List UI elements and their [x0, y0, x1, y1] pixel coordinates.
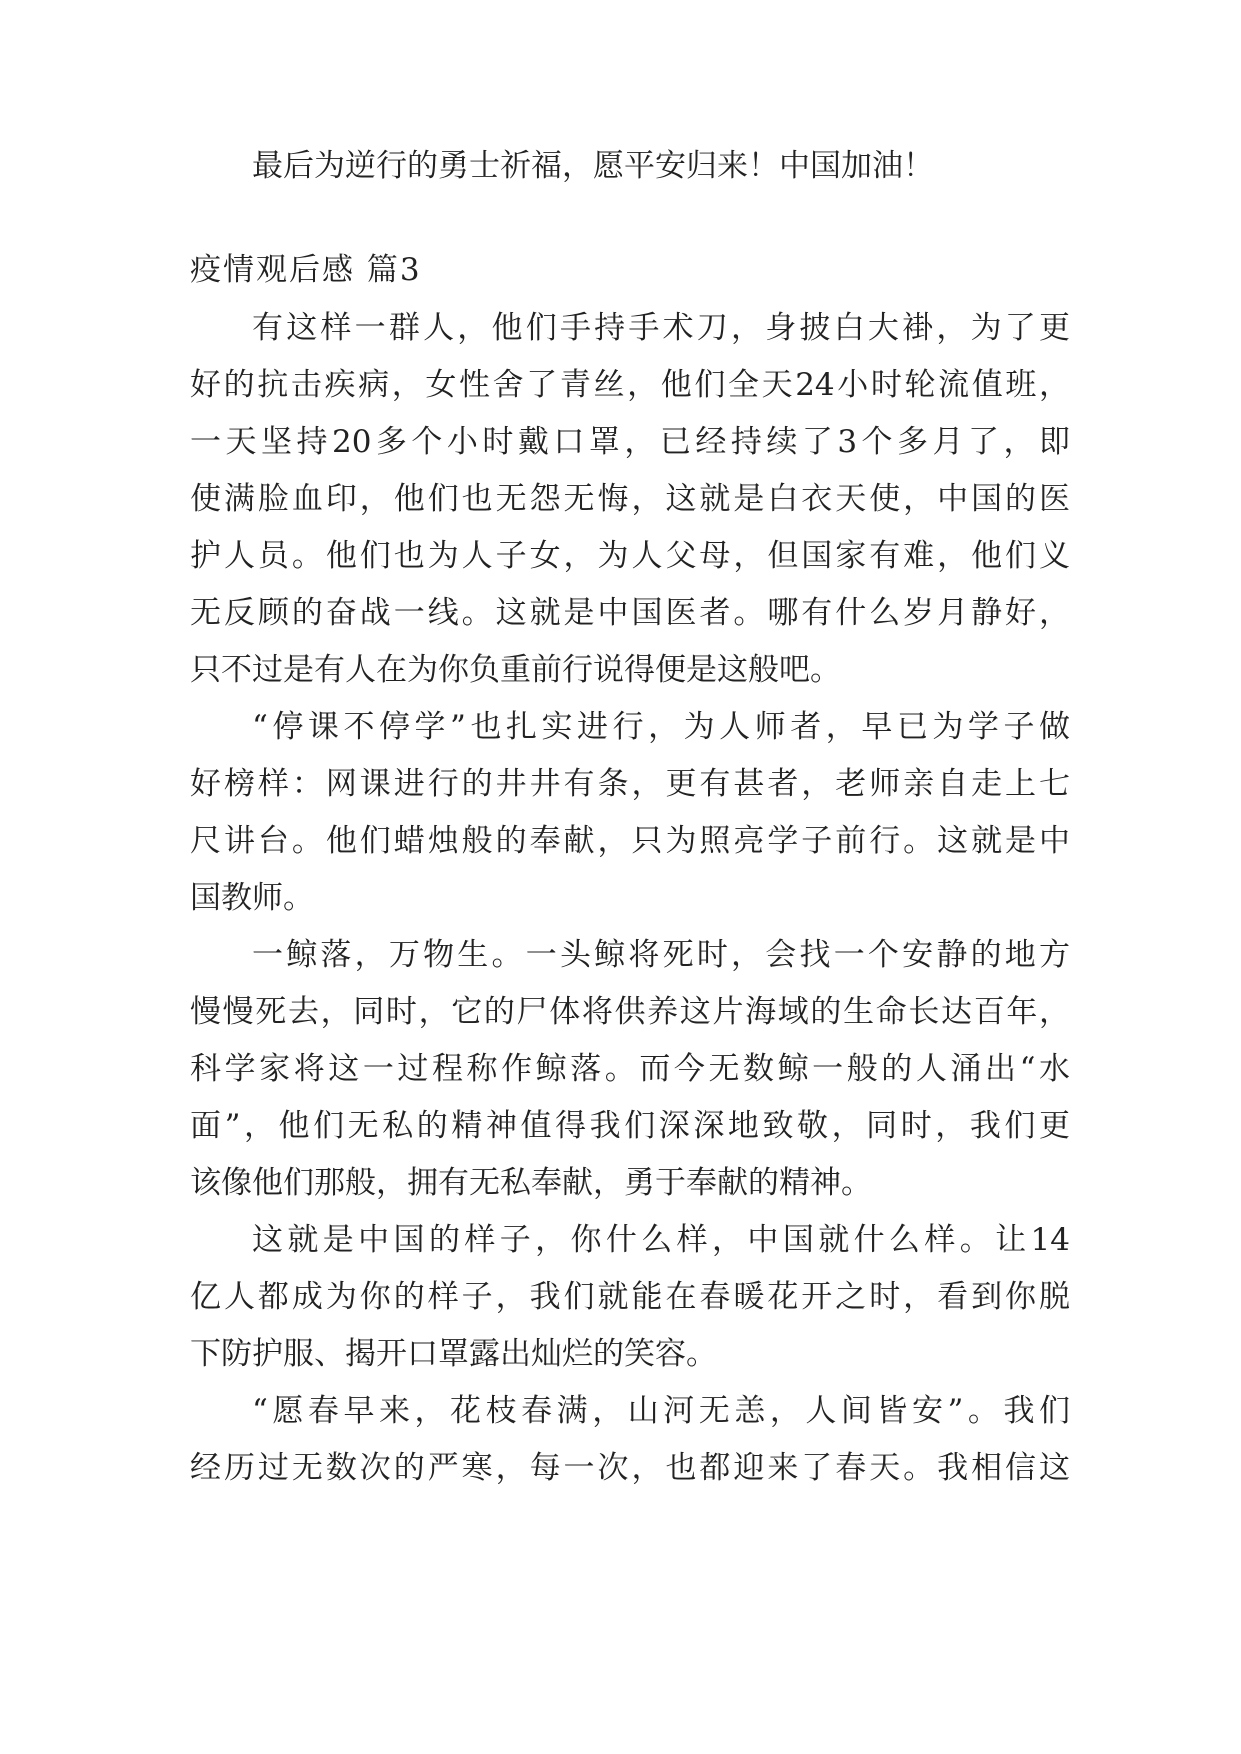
paragraph-line: 尺讲台。他们蜡烛般的奉献，只为照亮学子前行。这就是中 — [190, 823, 1070, 859]
paragraph-line: 面”，他们无私的精神值得我们深深地致敬，同时，我们更 — [190, 1108, 1070, 1144]
closing-line: 最后为逆行的勇士祈福，愿平安归来！中国加油！ — [252, 148, 934, 184]
paragraph-line: “停课不停学”也扎实进行，为人师者，早已为学子做 — [252, 709, 1070, 745]
paragraph-line: 下防护服、揭开口罩露出灿烂的笑容。 — [190, 1336, 717, 1372]
section-heading: 疫情观后感 篇3 — [190, 252, 422, 288]
paragraph-line: 只不过是有人在为你负重前行说得便是这般吧。 — [190, 652, 841, 688]
paragraph-line: 国教师。 — [190, 880, 314, 916]
paragraph-line: 好榜样：网课进行的井井有条，更有甚者，老师亲自走上七 — [190, 766, 1070, 802]
paragraph-line: 好的抗击疾病，女性舍了青丝，他们全天24小时轮流值班， — [190, 367, 1070, 403]
paragraph-line: 一天坚持20多个小时戴口罩，已经持续了3个多月了，即 — [190, 424, 1070, 460]
paragraph-line: 亿人都成为你的样子，我们就能在春暖花开之时，看到你脱 — [190, 1279, 1070, 1315]
paragraph-line: 一鲸落，万物生。一头鲸将死时，会找一个安静的地方 — [252, 937, 1070, 973]
paragraph-line: 科学家将这一过程称作鲸落。而今无数鲸一般的人涌出“水 — [190, 1051, 1070, 1087]
paragraph-line: 护人员。他们也为人子女，为人父母，但国家有难，他们义 — [190, 538, 1070, 574]
paragraph-line: 该像他们那般，拥有无私奉献，勇于奉献的精神。 — [190, 1165, 872, 1201]
paragraph-line: 无反顾的奋战一线。这就是中国医者。哪有什么岁月静好， — [190, 595, 1070, 631]
paragraph-line: “愿春早来，花枝春满，山河无恙，人间皆安”。我们 — [252, 1393, 1070, 1429]
paragraph-line: 这就是中国的样子，你什么样，中国就什么样。让14 — [252, 1222, 1070, 1258]
paragraph-line: 有这样一群人，他们手持手术刀，身披白大褂，为了更 — [252, 310, 1070, 346]
paragraph-line: 使满脸血印，他们也无怨无悔，这就是白衣天使，中国的医 — [190, 481, 1070, 517]
paragraph-line: 经历过无数次的严寒，每一次，也都迎来了春天。我相信这 — [190, 1450, 1070, 1486]
paragraph-line: 慢慢死去，同时，它的尸体将供养这片海域的生命长达百年， — [190, 994, 1070, 1030]
